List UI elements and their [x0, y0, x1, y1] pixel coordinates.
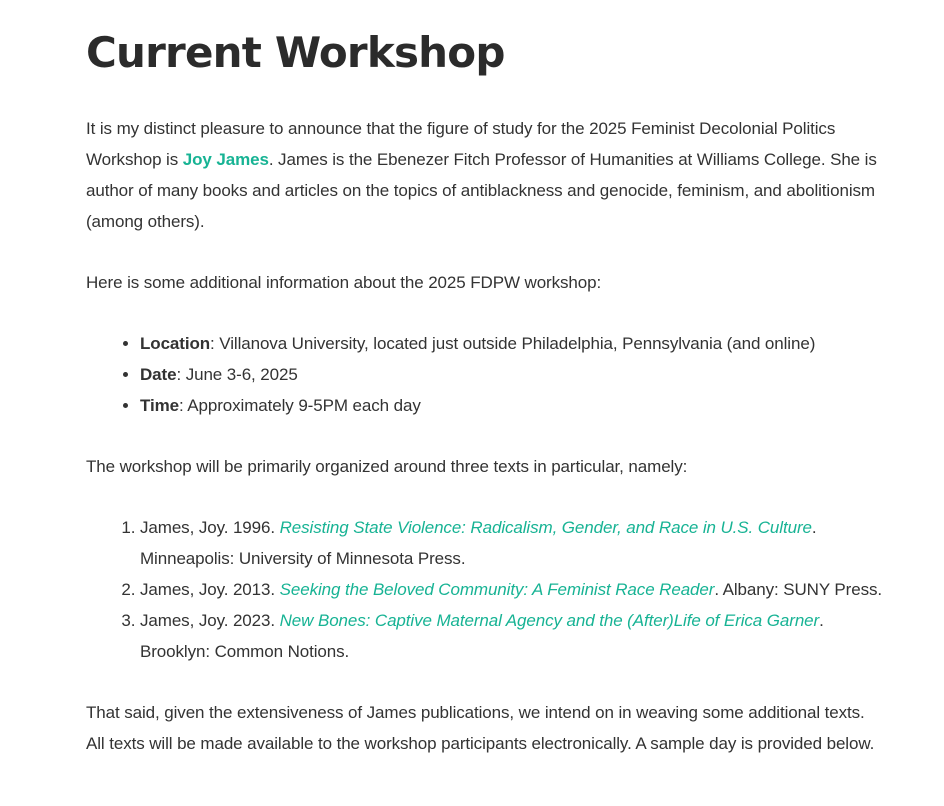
intro-text-before: It is my distinct pleasure to announce that the figure of study for the 2025 Feminist Decolonial Politics Workshop is: [86, 119, 836, 169]
intro-paragraph: [86, 113, 886, 237]
detail-location: [140, 328, 886, 359]
detail-value: : June 3-6, 2025: [176, 365, 298, 384]
page-title: Current Workshop: [86, 28, 505, 77]
text-citation-suffix: . Albany: SUNY Press.: [714, 580, 882, 599]
text-citation-suffix: . Minneapolis: University of Minnesota Press.: [140, 518, 817, 568]
text-citation-suffix: . Brooklyn: Common Notions.: [140, 611, 824, 661]
closing-paragraph: That said, given the extensiveness of James publications, we intend on in weaving some additional texts. All texts will be made available to the workshop participants electronically. A sample day is provided below.: [86, 703, 875, 753]
detail-time: [140, 390, 886, 421]
text-item: [140, 512, 886, 574]
detail-label: Location: [140, 334, 211, 353]
text-item: [140, 574, 886, 605]
detail-value: : Villanova University, located just outside Philadelphia, Pennsylvania (and online): [210, 334, 816, 353]
text-citation-prefix: James, Joy. 2013.: [140, 580, 280, 599]
main-content: [86, 0, 886, 759]
text-title-link[interactable]: Resisting State Violence: Radicalism, Gender, and Race in U.S. Culture: [279, 518, 812, 537]
intro-text-after: . James is the Ebenezer Fitch Professor of Humanities at Williams College. She is author of many books and articles on the topics of antiblackness and genocide, feminism, and abolitionism (among others).: [86, 150, 877, 231]
info-intro-paragraph: Here is some additional information about the 2025 FDPW workshop:: [86, 273, 602, 292]
text-item: [140, 605, 886, 667]
joy-james-link[interactable]: Joy James: [182, 150, 269, 169]
detail-label: Date: [140, 365, 177, 384]
detail-label: Time: [140, 396, 179, 415]
detail-value: : Approximately 9-5PM each day: [178, 396, 421, 415]
details-list: [86, 328, 886, 421]
text-citation-prefix: James, Joy. 1996.: [140, 518, 280, 537]
texts-intro-paragraph: The workshop will be primarily organized around three texts in particular, namely:: [86, 457, 688, 476]
texts-list: [86, 512, 886, 667]
text-title-link[interactable]: Seeking the Beloved Community: A Feminist Race Reader: [279, 580, 715, 599]
text-citation-prefix: James, Joy. 2023.: [140, 611, 280, 630]
text-title-link[interactable]: New Bones: Captive Maternal Agency and the (After)Life of Erica Garner: [279, 611, 820, 630]
detail-date: [140, 359, 886, 390]
